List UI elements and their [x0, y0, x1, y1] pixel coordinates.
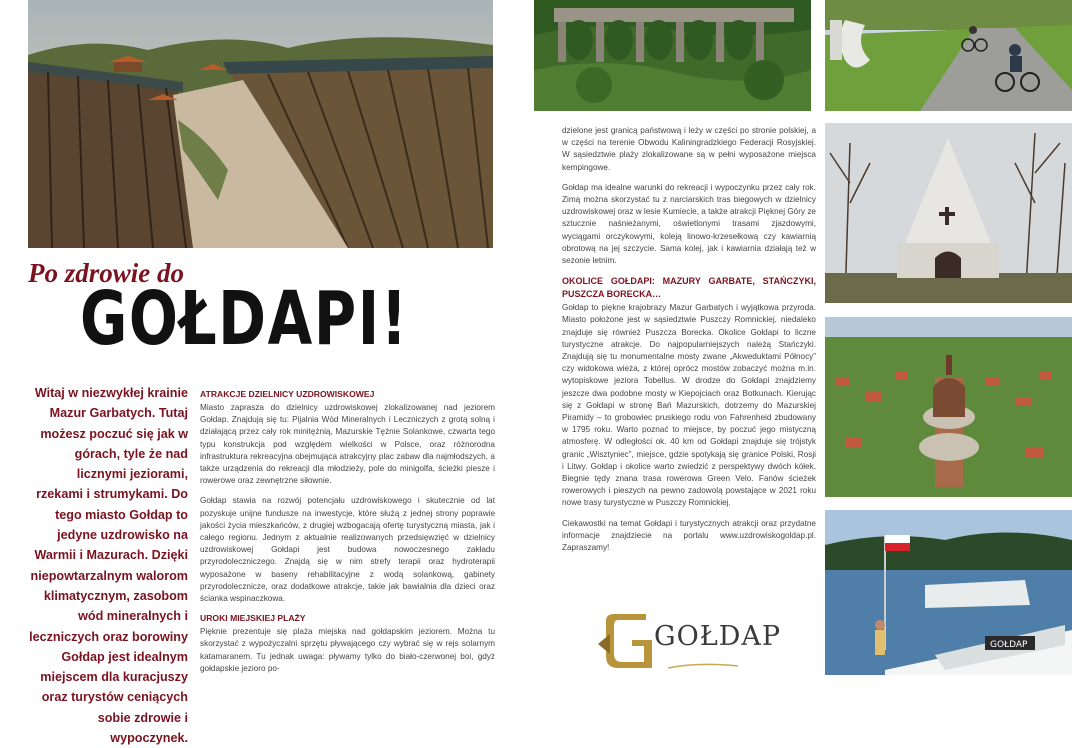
boat-label: GOŁDAP [990, 640, 1028, 650]
paragraph: Gołdap stawia na rozwój potencjału uzdrowiskowego i skutecznie od lat pozyskuje unijne fundusze na inwestycje, które służą z jednej strony poprawie jakości życia mieszkańców, z drugiej wzbogacają ofertę turystyczną miasta, jak i całego regionu. Jednym z aktualnie realizowanych przedsięwzięć w dzielnicy uzdrowiskowej Gołdapi jest budowa nowoczesnego zakładu przyrodoleczniczego. Znajdą się w nim strefy terapii oraz hydroterapii wyposażone w baseny rehabilitacyjne z wodą solankową, gabinety przyrodolecznicze, oraz dodatkowe atrakcje, takie jak bawialnia dla dzieci oraz ścianka wspinaczkowa. [200, 496, 495, 604]
boat-photo [825, 510, 1072, 675]
paragraph: Gołdap to piękne krajobrazy Mazur Garbatych i wyjątkowa przyroda. Miasto położone jest w sąsiedztwie Puszczy Romnickiej, niedaleko znajduje się również Puszcza Borecka. Okolice Gołdapi to liczne turystyczne atrakcje. Do najpopularniejszych należą Stańczyki. Znajdują się tu monumentalne mosty zwane „Akweduktami Północy” czy widokowa wieża, z której oprócz mostów zobaczyć można m.in. wytopiskowe jeziora Tobellus. W drodze do Gołdapi znajdziemy jeszcze dwa podobne mosty w Kiepojciach oraz Botkunach. Kierując się z Gołdapi w stronę Bań Mazurskich, dotrzemy do Mazurskiej Piramidy – to grobowiec pruskiego rodu von Fahrenheid zbudowany w 1795 roku. Warto poznać to miejsce, by poczuć jego mistyczną atmosferę. W odległości ok. 40 km od Gołdapi znajduje się trójstyk granic „Wisztyniec”, miejsce, gdzie spotykają się granice Polski, Rosji i Litwy. Gołdap i okolice warto zwiedzić z perspektywy dwóch kółek. Biegnie tędy znana trasa rowerowa Green Velo. Fanów ścieżek rowerowych i pieszych na pewno zadowolą powstające w 2021 roku nowe trasy turystyczne w Puszczy Romnickiej. [562, 303, 816, 508]
paragraph: Miasto zaprasza do dzielnicy uzdrowiskowej zlokalizowanej nad jeziorem Gołdap. Znajdują się tu: Pijalnia Wód Mineralnych i Leczniczych z grotą solną i działającą przez cały rok minitężnią, Mazurskie Tężnie Solankowe, czwarta tego typu konstrukcja pod względem wielkości w Polsce, oraz różnorodna infrastruktura rekreacyjna obejmująca atrakcyjny plac zabaw dla najmłodszych, a także urządzenia do rekreacji dla młodzieży, pole do minigolfa, ścieżki piesze i rowerowe oraz zewnętrzne siłownie. [200, 403, 495, 486]
section-heading-beach: UROKI MIEJSKIEJ PLAŻY [200, 613, 306, 624]
pre-title: Po zdrowie do [28, 258, 185, 288]
graduation-towers-photo [28, 0, 493, 248]
paragraph: dzielone jest granicą państwową i leży w części po stronie polskiej, a w części na terenie Obwodu Kaliningradzkiego Federacji Rosyjskiej. W sąsiedztwie plaży zlokalizowane są w pełni wyposażone miejsca kempingowe. [562, 126, 816, 172]
paragraph: Pięknie prezentuje się plaża miejska nad gołdapskim jeziorem. Można tu skorzystać z wypożyczalni sprzętu pływającego czy wybrać się w rejs solarnym katamaranem. Tu jednak uwaga: pływamy tylko do biało-czerwonej boi, gdyż gołdapskie jezioro po- [200, 627, 495, 673]
section-heading-spa: ATRAKCJE DZIELNICY UZDROWISKOWEJ [200, 389, 375, 399]
paragraph: Gołdap ma idealne warunki do rekreacji i wypoczynku przez cały rok. Zimą można skorzystać tu z narciarskich tras biegowych w dzielnicy uzdrowiskowej oraz w lesie Kumiecie, a także atrakcji Pięknej Góry ze sztucznie naśnieżanymi, oświetlonymi trasami zjazdowymi, wyciągami orczykowymi, koleją linowo-krzesełkową czy kawiarnią obrotową na jej szczycie. Sama kolej, jak i kawiarnia działają też w sezonie letnim. [562, 182, 816, 266]
logo-text: GOŁDAP [654, 621, 782, 652]
section-heading-surroundings: OKOLICE GOŁDAPI: MAZURY GARBATE, STAŃCZYKI, PUSZCZA BORECKA… [562, 276, 816, 299]
body-column-1 [200, 389, 495, 683]
intro-text: Witaj w niezwykłej krainie Mazur Garbatych. Tutaj możesz poczuć się jak w górach, tyle że nad licznymi jeziorami, rzekami i strumykami. Do tego miasto Gołdap to jedyne uzdrowisko na Warmii i Mazurach. Dzięki niepowtarzalnym walorom klimatycznym, zasobom wód mineralnych i leczniczych oraz borowiny Gołdap jest idealnym miejscem dla kuracjuszy oraz turystów ceniących sobie zdrowie i wypoczynek. [29, 386, 188, 746]
church-tower-photo [825, 317, 1072, 497]
paragraph: Ciekawostki na temat Gołdapi i turystycznych atrakcji oraz przydatne informacje znajdziecie na portalu www.uzdrowiskogoldap.pl. Zapraszamy! [562, 518, 816, 553]
page-title: GOŁDAPI! [80, 276, 409, 362]
body-column-2 [562, 125, 816, 562]
cyclists-photo [825, 0, 1072, 111]
viaduct-photo [534, 0, 811, 111]
pyramid-photo [825, 123, 1072, 303]
